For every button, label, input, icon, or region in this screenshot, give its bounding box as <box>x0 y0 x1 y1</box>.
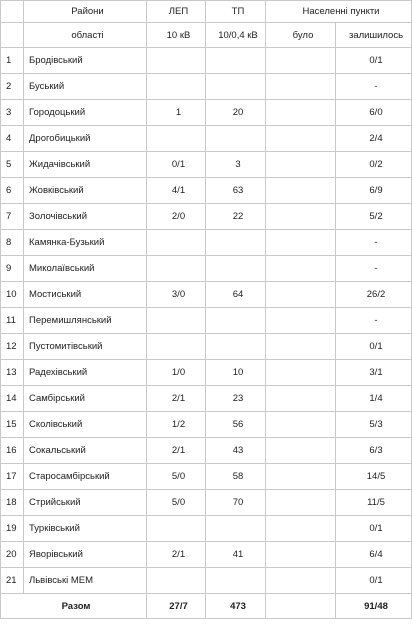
table-row <box>1 178 412 204</box>
bulo-value <box>266 412 336 438</box>
district-name: Миколаївський <box>24 256 147 282</box>
header-row-1 <box>1 1 412 23</box>
lep-value: 2/1 <box>147 542 206 568</box>
bulo-value <box>266 282 336 308</box>
lep-value: 5/0 <box>147 464 206 490</box>
row-number: 19 <box>1 516 24 542</box>
district-name: Золочівський <box>24 204 147 230</box>
header-num-cell <box>1 1 24 23</box>
row-number: 11 <box>1 308 24 334</box>
district-name: Буський <box>24 74 147 100</box>
district-name: Мостиський <box>24 282 147 308</box>
remaining-value: 6/3 <box>336 438 412 464</box>
header-tp-unit: 10/0,4 кВ <box>206 23 266 48</box>
lep-value <box>147 230 206 256</box>
bulo-value <box>266 204 336 230</box>
row-number: 6 <box>1 178 24 204</box>
row-number: 5 <box>1 152 24 178</box>
remaining-value: 1/4 <box>336 386 412 412</box>
tp-value: 20 <box>206 100 266 126</box>
tp-value <box>206 568 266 594</box>
lep-value: 5/0 <box>147 490 206 516</box>
lep-value: 2/0 <box>147 204 206 230</box>
row-number: 7 <box>1 204 24 230</box>
bulo-value <box>266 334 336 360</box>
row-number: 1 <box>1 48 24 74</box>
row-number: 16 <box>1 438 24 464</box>
district-name: Жовківський <box>24 178 147 204</box>
district-name: Радехівський <box>24 360 147 386</box>
row-number: 10 <box>1 282 24 308</box>
table-row <box>1 464 412 490</box>
tp-value <box>206 334 266 360</box>
district-name: Яворівський <box>24 542 147 568</box>
tp-value <box>206 74 266 100</box>
district-name: Турківський <box>24 516 147 542</box>
remaining-value: 6/9 <box>336 178 412 204</box>
lep-value: 1 <box>147 100 206 126</box>
remaining-value: 0/1 <box>336 334 412 360</box>
bulo-value <box>266 48 336 74</box>
table-row <box>1 308 412 334</box>
district-name: Городоцький <box>24 100 147 126</box>
total-lep: 27/7 <box>147 594 206 619</box>
tp-value: 58 <box>206 464 266 490</box>
remaining-value: 0/1 <box>336 48 412 74</box>
district-name: Дрогобицький <box>24 126 147 152</box>
table-row <box>1 256 412 282</box>
tp-value <box>206 48 266 74</box>
bulo-value <box>266 308 336 334</box>
tp-value <box>206 126 266 152</box>
table-row <box>1 282 412 308</box>
district-name: Львівські МЕМ <box>24 568 147 594</box>
district-name: Старосамбірський <box>24 464 147 490</box>
header-tp-title: ТП <box>206 1 266 23</box>
table-row <box>1 152 412 178</box>
total-remaining: 91/48 <box>336 594 412 619</box>
table-row <box>1 230 412 256</box>
header-districts-title: Райони <box>24 1 147 23</box>
remaining-value: - <box>336 74 412 100</box>
bulo-value <box>266 386 336 412</box>
lep-value: 1/2 <box>147 412 206 438</box>
tp-value: 23 <box>206 386 266 412</box>
remaining-value: 5/3 <box>336 412 412 438</box>
lep-value <box>147 308 206 334</box>
table-row <box>1 334 412 360</box>
total-label: Разом <box>1 594 147 619</box>
remaining-value: 2/4 <box>336 126 412 152</box>
lep-value: 3/0 <box>147 282 206 308</box>
tp-value: 70 <box>206 490 266 516</box>
header-num-cell-2 <box>1 23 24 48</box>
bulo-value <box>266 490 336 516</box>
bulo-value <box>266 230 336 256</box>
tp-value <box>206 256 266 282</box>
row-number: 4 <box>1 126 24 152</box>
district-name: Стрийський <box>24 490 147 516</box>
remaining-value: 6/0 <box>336 100 412 126</box>
lep-value <box>147 256 206 282</box>
total-bulo <box>266 594 336 619</box>
header-settlements: Населенні пункти <box>266 1 412 23</box>
row-number: 3 <box>1 100 24 126</box>
bulo-value <box>266 74 336 100</box>
tp-value: 56 <box>206 412 266 438</box>
table-row <box>1 126 412 152</box>
row-number: 18 <box>1 490 24 516</box>
tp-value <box>206 308 266 334</box>
bulo-value <box>266 438 336 464</box>
lep-value <box>147 568 206 594</box>
district-name: Перемишлянський <box>24 308 147 334</box>
district-name: Бродівський <box>24 48 147 74</box>
lep-value: 1/0 <box>147 360 206 386</box>
row-number: 9 <box>1 256 24 282</box>
lep-value <box>147 334 206 360</box>
tp-value: 43 <box>206 438 266 464</box>
table-row <box>1 100 412 126</box>
lep-value: 2/1 <box>147 438 206 464</box>
tp-value <box>206 230 266 256</box>
bulo-value <box>266 256 336 282</box>
lep-value: 4/1 <box>147 178 206 204</box>
remaining-value: 11/5 <box>336 490 412 516</box>
table-body <box>1 48 412 594</box>
row-number: 20 <box>1 542 24 568</box>
total-row <box>1 594 412 619</box>
remaining-value: 6/4 <box>336 542 412 568</box>
lep-value <box>147 126 206 152</box>
district-name: Сокальський <box>24 438 147 464</box>
remaining-value: 5/2 <box>336 204 412 230</box>
table-row <box>1 48 412 74</box>
tp-value: 10 <box>206 360 266 386</box>
remaining-value: - <box>336 308 412 334</box>
row-number: 15 <box>1 412 24 438</box>
remaining-value: - <box>336 256 412 282</box>
bulo-value <box>266 126 336 152</box>
table-row <box>1 74 412 100</box>
bulo-value <box>266 516 336 542</box>
header-districts-subtitle: області <box>24 23 147 48</box>
bulo-value <box>266 178 336 204</box>
district-name: Пустомитівський <box>24 334 147 360</box>
remaining-value: 14/5 <box>336 464 412 490</box>
lep-value <box>147 74 206 100</box>
tp-value: 63 <box>206 178 266 204</box>
remaining-value: 0/1 <box>336 568 412 594</box>
table-row <box>1 204 412 230</box>
row-number: 17 <box>1 464 24 490</box>
remaining-value: 26/2 <box>336 282 412 308</box>
lep-value <box>147 516 206 542</box>
remaining-value: 3/1 <box>336 360 412 386</box>
tp-value: 22 <box>206 204 266 230</box>
table-row <box>1 490 412 516</box>
header-bulo: було <box>266 23 336 48</box>
district-name: Самбірський <box>24 386 147 412</box>
header-row-2 <box>1 23 412 48</box>
table-row <box>1 568 412 594</box>
total-tp: 473 <box>206 594 266 619</box>
row-number: 8 <box>1 230 24 256</box>
district-name: Сколівський <box>24 412 147 438</box>
table-row <box>1 386 412 412</box>
row-number: 12 <box>1 334 24 360</box>
tp-value: 3 <box>206 152 266 178</box>
row-number: 2 <box>1 74 24 100</box>
table-row <box>1 360 412 386</box>
table-row <box>1 542 412 568</box>
tp-value <box>206 516 266 542</box>
remaining-value: - <box>336 230 412 256</box>
table-row <box>1 412 412 438</box>
bulo-value <box>266 360 336 386</box>
tp-value: 41 <box>206 542 266 568</box>
remaining-value: 0/2 <box>336 152 412 178</box>
row-number: 13 <box>1 360 24 386</box>
bulo-value <box>266 568 336 594</box>
row-number: 14 <box>1 386 24 412</box>
header-lep-title: ЛЕП <box>147 1 206 23</box>
bulo-value <box>266 100 336 126</box>
bulo-value <box>266 152 336 178</box>
row-number: 21 <box>1 568 24 594</box>
header-zalyshylos: залишилось <box>336 23 412 48</box>
lep-value <box>147 48 206 74</box>
header-lep-unit: 10 кВ <box>147 23 206 48</box>
remaining-value: 0/1 <box>336 516 412 542</box>
lep-value: 2/1 <box>147 386 206 412</box>
tp-value: 64 <box>206 282 266 308</box>
bulo-value <box>266 542 336 568</box>
district-name: Жидачівський <box>24 152 147 178</box>
district-name: Камянка-Бузький <box>24 230 147 256</box>
bulo-value <box>266 464 336 490</box>
lep-value: 0/1 <box>147 152 206 178</box>
table-row <box>1 438 412 464</box>
table-row <box>1 516 412 542</box>
